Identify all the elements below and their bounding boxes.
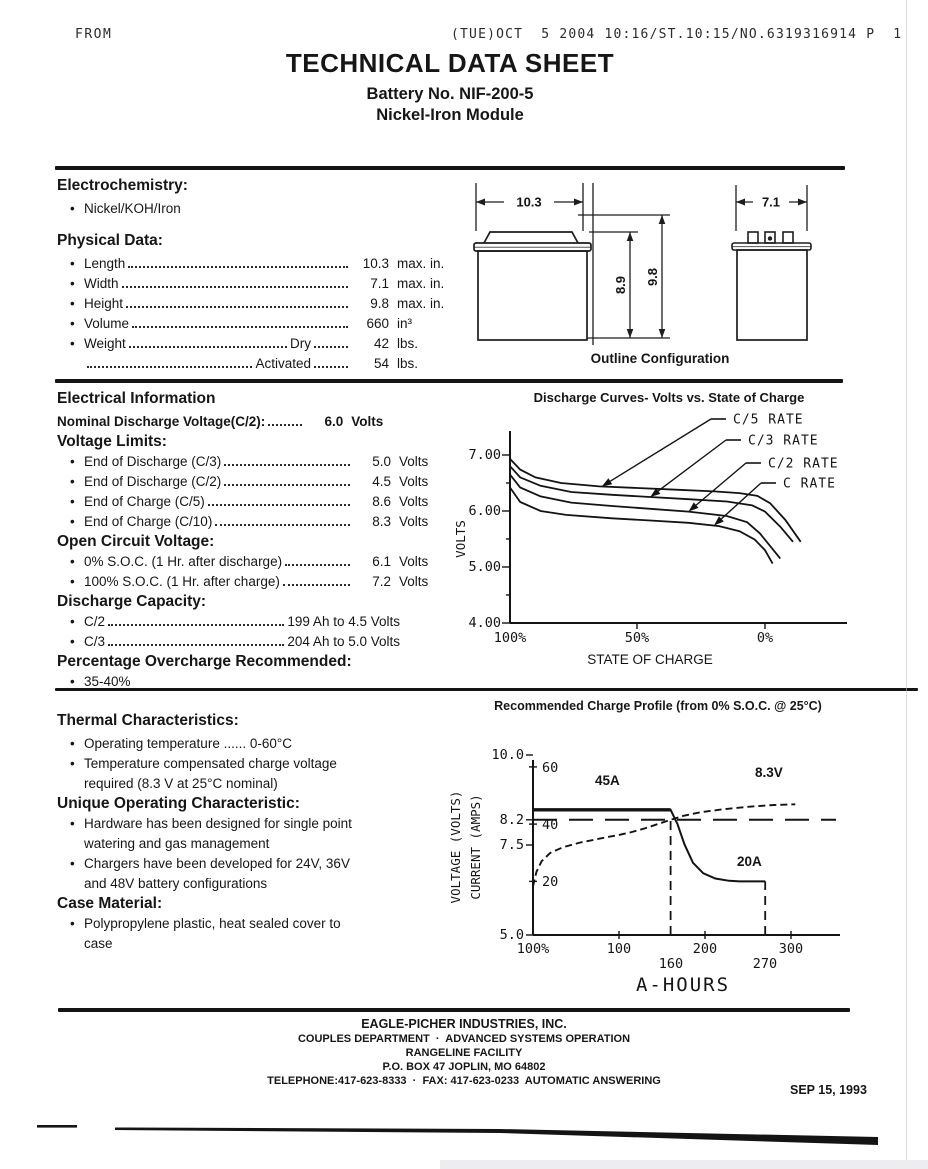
outline-caption: Outline Configuration — [590, 351, 730, 366]
annotation-20a: 20A — [737, 854, 762, 869]
y-tick-5: 5.00 — [468, 559, 501, 575]
bullet-icon: • — [70, 296, 75, 311]
physical-row-length: • Length 10.3 max. in. — [70, 254, 459, 274]
voltage-curve — [533, 804, 795, 886]
case-item: • Polypropylene plastic, heat sealed cover to — [70, 916, 341, 931]
bullet-icon: • — [70, 276, 75, 291]
x-tick-160: 160 — [658, 956, 684, 972]
dotted-leader — [268, 424, 302, 426]
thermal-item: • Operating temperature ...... 0-60°C — [70, 736, 292, 751]
footer-address: P.O. BOX 47 JOPLIN, MO 64802 — [382, 1061, 546, 1073]
discharge-capacity-rows — [70, 612, 400, 652]
x-tick-200: 200 — [692, 941, 718, 957]
dotted-leader — [314, 346, 348, 348]
dotted-leader — [224, 484, 350, 486]
fax-from-label: FROM — [75, 27, 113, 42]
thermal-item: • Temperature compensated charge voltage — [70, 756, 337, 771]
dim-length-label: 10.3 — [516, 194, 542, 210]
section-divider-4 — [58, 1008, 850, 1012]
a-tick-40: 40 — [542, 817, 559, 833]
document-date: SEP 15, 1993 — [790, 1083, 867, 1097]
section-electrochemistry-physical — [57, 177, 459, 374]
v-tick-10: 10.0 — [491, 747, 524, 763]
dotted-leader — [122, 286, 348, 288]
footer-department: COUPLES DEPARTMENT · ADVANCED SYSTEMS OPERATION — [297, 1033, 631, 1045]
battery-side-view — [732, 232, 811, 340]
dotted-leader — [283, 584, 350, 586]
dotted-leader — [314, 366, 348, 368]
dotted-leader — [215, 524, 350, 526]
dotted-leader — [224, 464, 350, 466]
dim-height-case-label: 8.9 — [613, 275, 628, 295]
footer-phone: TELEPHONE:417-623-8333 · FAX: 417-623-0233 AUTOMATIC ANSWERING — [267, 1075, 661, 1087]
legend-c-3-rate: C/3 RATE — [748, 433, 819, 449]
footer-block — [9, 1017, 919, 1087]
unique-item: • Hardware has been designed for single point — [70, 816, 352, 831]
voltage-limits-rows — [70, 452, 461, 532]
physical-row-weight-dry: • Weight Dry 42 lbs. — [70, 334, 459, 354]
dotted-leader — [208, 504, 350, 506]
battery-number: Battery No. NIF-200-5 — [366, 85, 534, 103]
discharge-capacity-row: • C/3 204 Ah to 5.0 Volts — [70, 634, 400, 649]
curve-c-3-rate — [510, 466, 793, 542]
footer-company: EAGLE-PICHER INDUSTRIES, INC. — [361, 1017, 567, 1031]
annotation-45a: 45A — [595, 773, 620, 788]
open-circuit-row: • 100% S.O.C. (1 Hr. after charge) 7.2 Volts — [70, 574, 429, 589]
section-divider-1 — [55, 166, 845, 170]
discharge-capacity-row: • C/2 199 Ah to 4.5 Volts — [70, 614, 400, 629]
nominal-voltage-row: Nominal Discharge Voltage(C/2): 6.0 Volts — [57, 414, 384, 429]
v-tick-5: 5.0 — [499, 927, 524, 943]
voltage-limits-heading: Voltage Limits: — [57, 433, 167, 450]
dim-height-overall-label: 9.8 — [645, 267, 660, 287]
case-material-heading: Case Material: — [57, 895, 163, 912]
section-thermal — [57, 712, 459, 954]
v-tick-8-2: 8.2 — [499, 812, 524, 828]
dotted-leader — [87, 366, 252, 368]
electrical-heading: Electrical Information — [57, 390, 216, 407]
dotted-leader — [126, 306, 348, 308]
thermal-item-cont: required (8.3 V at 25°C nominal) — [84, 776, 278, 791]
overcharge-item: • 35-40% — [70, 674, 131, 689]
physical-row-weight-activated: Activated 54 lbs. — [70, 354, 459, 374]
y-axis-label-volts: VOLTS — [453, 520, 468, 558]
physical-data-heading: Physical Data: — [57, 232, 163, 249]
voltage-limit-row: • End of Discharge (C/2) 4.5 Volts — [70, 474, 429, 489]
electrochemistry-item: • Nickel/KOH/Iron — [70, 199, 459, 219]
legend-c-2-rate: C/2 RATE — [768, 456, 839, 472]
y-axis-label-voltage: VOLTAGE (VOLTS) — [448, 790, 463, 904]
physical-row-volume: • Volume 660 in³ — [70, 314, 459, 334]
bullet-icon: • — [70, 336, 75, 351]
voltage-limit-row: • End of Discharge (C/3) 5.0 Volts — [70, 454, 429, 469]
legend-c-rate: C RATE — [783, 476, 836, 492]
voltage-limit-row: • End of Charge (C/10) 8.3 Volts — [70, 514, 429, 529]
v-tick-7-5: 7.5 — [499, 837, 524, 853]
dotted-leader — [132, 326, 348, 328]
x-tick-50pct: 50% — [624, 630, 650, 646]
dotted-leader — [108, 644, 284, 646]
bullet-icon: • — [70, 256, 75, 271]
dotted-leader — [128, 266, 348, 268]
x-tick-300: 300 — [778, 941, 804, 957]
discharge-capacity-heading: Discharge Capacity: — [57, 593, 207, 610]
page-title: TECHNICAL DATA SHEET — [285, 48, 615, 78]
x-tick-0pct: 0% — [756, 630, 774, 646]
curve-c-5-rate — [510, 459, 801, 542]
outline-configuration-drawing — [450, 175, 910, 360]
dim-width-label: 7.1 — [761, 194, 781, 210]
x-tick-100: 100 — [606, 941, 632, 957]
unique-item-cont: and 48V battery configurations — [84, 876, 268, 891]
discharge-chart-title: Discharge Curves- Volts vs. State of Charge — [533, 390, 805, 405]
x-tick-100pct: 100% — [493, 630, 527, 646]
x-tick-origin: 100% — [516, 941, 550, 957]
dotted-leader — [285, 564, 350, 566]
dotted-leader — [129, 346, 287, 348]
open-circuit-heading: Open Circuit Voltage: — [57, 533, 215, 550]
unique-item: • Chargers have been developed for 24V, 36V — [70, 856, 350, 871]
dimension-arrows — [476, 199, 807, 339]
dotted-leader — [108, 624, 284, 626]
charge-profile-title: Recommended Charge Profile (from 0% S.O.C. @ 25°C) — [494, 699, 822, 713]
bullet-icon: • — [70, 201, 75, 216]
fax-meta-timestamp: (TUE)OCT 5 2004 10:16/ST.10:15/NO.6319316914 P 1 — [451, 27, 903, 42]
thermal-heading: Thermal Characteristics: — [57, 712, 239, 729]
open-circuit-row: • 0% S.O.C. (1 Hr. after discharge) 6.1 Volts — [70, 554, 429, 569]
x-axis-label-state-of-charge: STATE OF CHARGE — [587, 652, 713, 667]
annotation-8-3v: 8.3V — [755, 765, 783, 780]
chart2-curves — [533, 804, 836, 935]
scan-artifact-line — [0, 1118, 928, 1163]
overcharge-heading: Percentage Overcharge Recommended: — [57, 653, 352, 670]
y-tick-6: 6.00 — [468, 503, 501, 519]
bullet-icon: • — [70, 316, 75, 331]
battery-front-view — [474, 232, 591, 340]
page-edge-line — [906, 0, 907, 1169]
a-tick-60: 60 — [542, 760, 559, 776]
y-tick-7: 7.00 — [468, 447, 501, 463]
module-name: Nickel-Iron Module — [376, 106, 524, 124]
unique-heading: Unique Operating Characteristic: — [57, 795, 300, 812]
case-item-cont: case — [84, 936, 113, 951]
section-divider-2 — [55, 379, 843, 383]
physical-row-height: • Height 9.8 max. in. — [70, 294, 459, 314]
charge-profile-chart — [438, 715, 908, 1007]
x-tick-270: 270 — [752, 956, 778, 972]
footer-facility: RANGELINE FACILITY — [405, 1047, 523, 1059]
section-electrical — [57, 390, 461, 692]
y-axis-label-current: CURRENT (AMPS) — [468, 794, 483, 900]
unique-item-cont: watering and gas management — [84, 836, 270, 851]
y-tick-4: 4.00 — [468, 615, 501, 631]
electrochemistry-heading: Electrochemistry: — [57, 177, 188, 194]
open-circuit-rows — [70, 552, 461, 592]
a-tick-20: 20 — [542, 874, 559, 890]
chart1-curves-and-leaders — [510, 413, 839, 564]
discharge-curves-chart — [435, 393, 895, 693]
scan-bottom-strip — [440, 1160, 928, 1169]
x-axis-label-a-hours: A-HOURS — [635, 974, 731, 996]
legend-c-5-rate: C/5 RATE — [733, 412, 804, 428]
physical-data-rows — [70, 254, 459, 374]
physical-row-width: • Width 7.1 max. in. — [70, 274, 459, 294]
voltage-limit-row: • End of Charge (C/5) 8.6 Volts — [70, 494, 429, 509]
